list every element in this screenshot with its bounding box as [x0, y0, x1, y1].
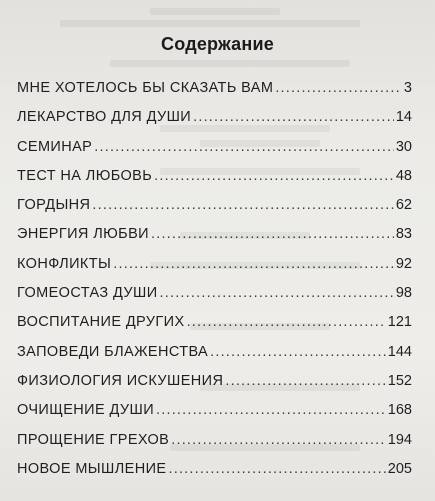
toc-entry-page: 152	[387, 372, 412, 389]
dot-leader	[151, 220, 394, 249]
toc-entry-page: 144	[387, 343, 412, 360]
dot-leader	[92, 191, 393, 220]
toc-entry	[17, 74, 412, 103]
toc-entry	[17, 133, 412, 162]
dot-leader	[210, 338, 386, 367]
toc-entry-page: 62	[395, 197, 412, 214]
toc-entry-page: 83	[395, 226, 412, 243]
toc-entry	[17, 396, 412, 425]
toc-entry	[17, 103, 412, 132]
toc-entry	[17, 162, 412, 191]
toc-entry-title: ФИЗИОЛОГИЯ ИСКУШЕНИЯ	[17, 372, 224, 389]
toc-entry-page: 30	[395, 138, 412, 155]
page-title: Содержание	[161, 34, 274, 54]
toc-entry-title: НОВОЕ МЫШЛЕНИЕ	[17, 460, 167, 477]
toc-entry-title: ВОСПИТАНИЕ ДРУГИХ	[17, 314, 185, 331]
toc-entry-title: ПРОЩЕНИЕ ГРЕХОВ	[17, 431, 170, 448]
toc-entry	[17, 455, 412, 484]
toc-entry-title: ЛЕКАРСТВО ДЛЯ ДУШИ	[17, 109, 192, 126]
dot-leader	[156, 396, 386, 425]
toc-entry-title: ТЕСТ НА ЛЮБОВЬ	[17, 167, 153, 184]
dot-leader	[154, 162, 394, 191]
toc-entry-title: ГОРДЫНЯ	[17, 197, 91, 214]
toc-entry-page: 168	[387, 402, 412, 419]
toc-entry	[17, 220, 412, 249]
toc-entry-title: ЗАПОВЕДИ БЛАЖЕНСТВА	[17, 343, 209, 360]
toc-entry-title: ОЧИЩЕНИЕ ДУШИ	[17, 402, 155, 419]
toc-entry-page: 121	[387, 314, 412, 331]
toc-entry-title: МНЕ ХОТЕЛОСЬ БЫ СКАЗАТЬ ВАМ	[17, 80, 274, 96]
toc-entry-page: 3	[403, 80, 412, 96]
dot-leader	[225, 367, 385, 396]
toc-entry-page: 194	[387, 431, 412, 448]
toc-entry-page: 14	[395, 109, 412, 126]
dot-leader	[168, 455, 385, 484]
toc-entry	[17, 338, 412, 367]
toc-entry	[17, 279, 412, 308]
toc-entry-title: СЕМИНАР	[17, 138, 93, 155]
toc-entry-page: 205	[387, 460, 412, 477]
dot-leader	[94, 133, 394, 162]
toc-entry-title: КОНФЛИКТЫ	[17, 255, 112, 272]
toc-entry-page: 48	[395, 167, 412, 184]
toc-entry-page: 98	[395, 285, 412, 302]
toc-entry	[17, 367, 412, 396]
dot-leader	[275, 74, 402, 103]
dot-leader	[171, 426, 386, 455]
toc-entry	[17, 308, 412, 337]
toc-entry-page: 92	[395, 255, 412, 272]
dot-leader	[160, 279, 394, 308]
toc-entry	[17, 191, 412, 220]
dot-leader	[113, 250, 394, 279]
dot-leader	[193, 103, 394, 132]
toc-entry-title: ГОМЕОСТАЗ ДУШИ	[17, 285, 158, 302]
toc-entry-title: ЭНЕРГИЯ ЛЮБВИ	[17, 226, 149, 243]
dot-leader	[187, 308, 386, 337]
toc-entry	[17, 426, 412, 455]
table-of-contents	[17, 74, 412, 484]
toc-entry	[17, 250, 412, 279]
